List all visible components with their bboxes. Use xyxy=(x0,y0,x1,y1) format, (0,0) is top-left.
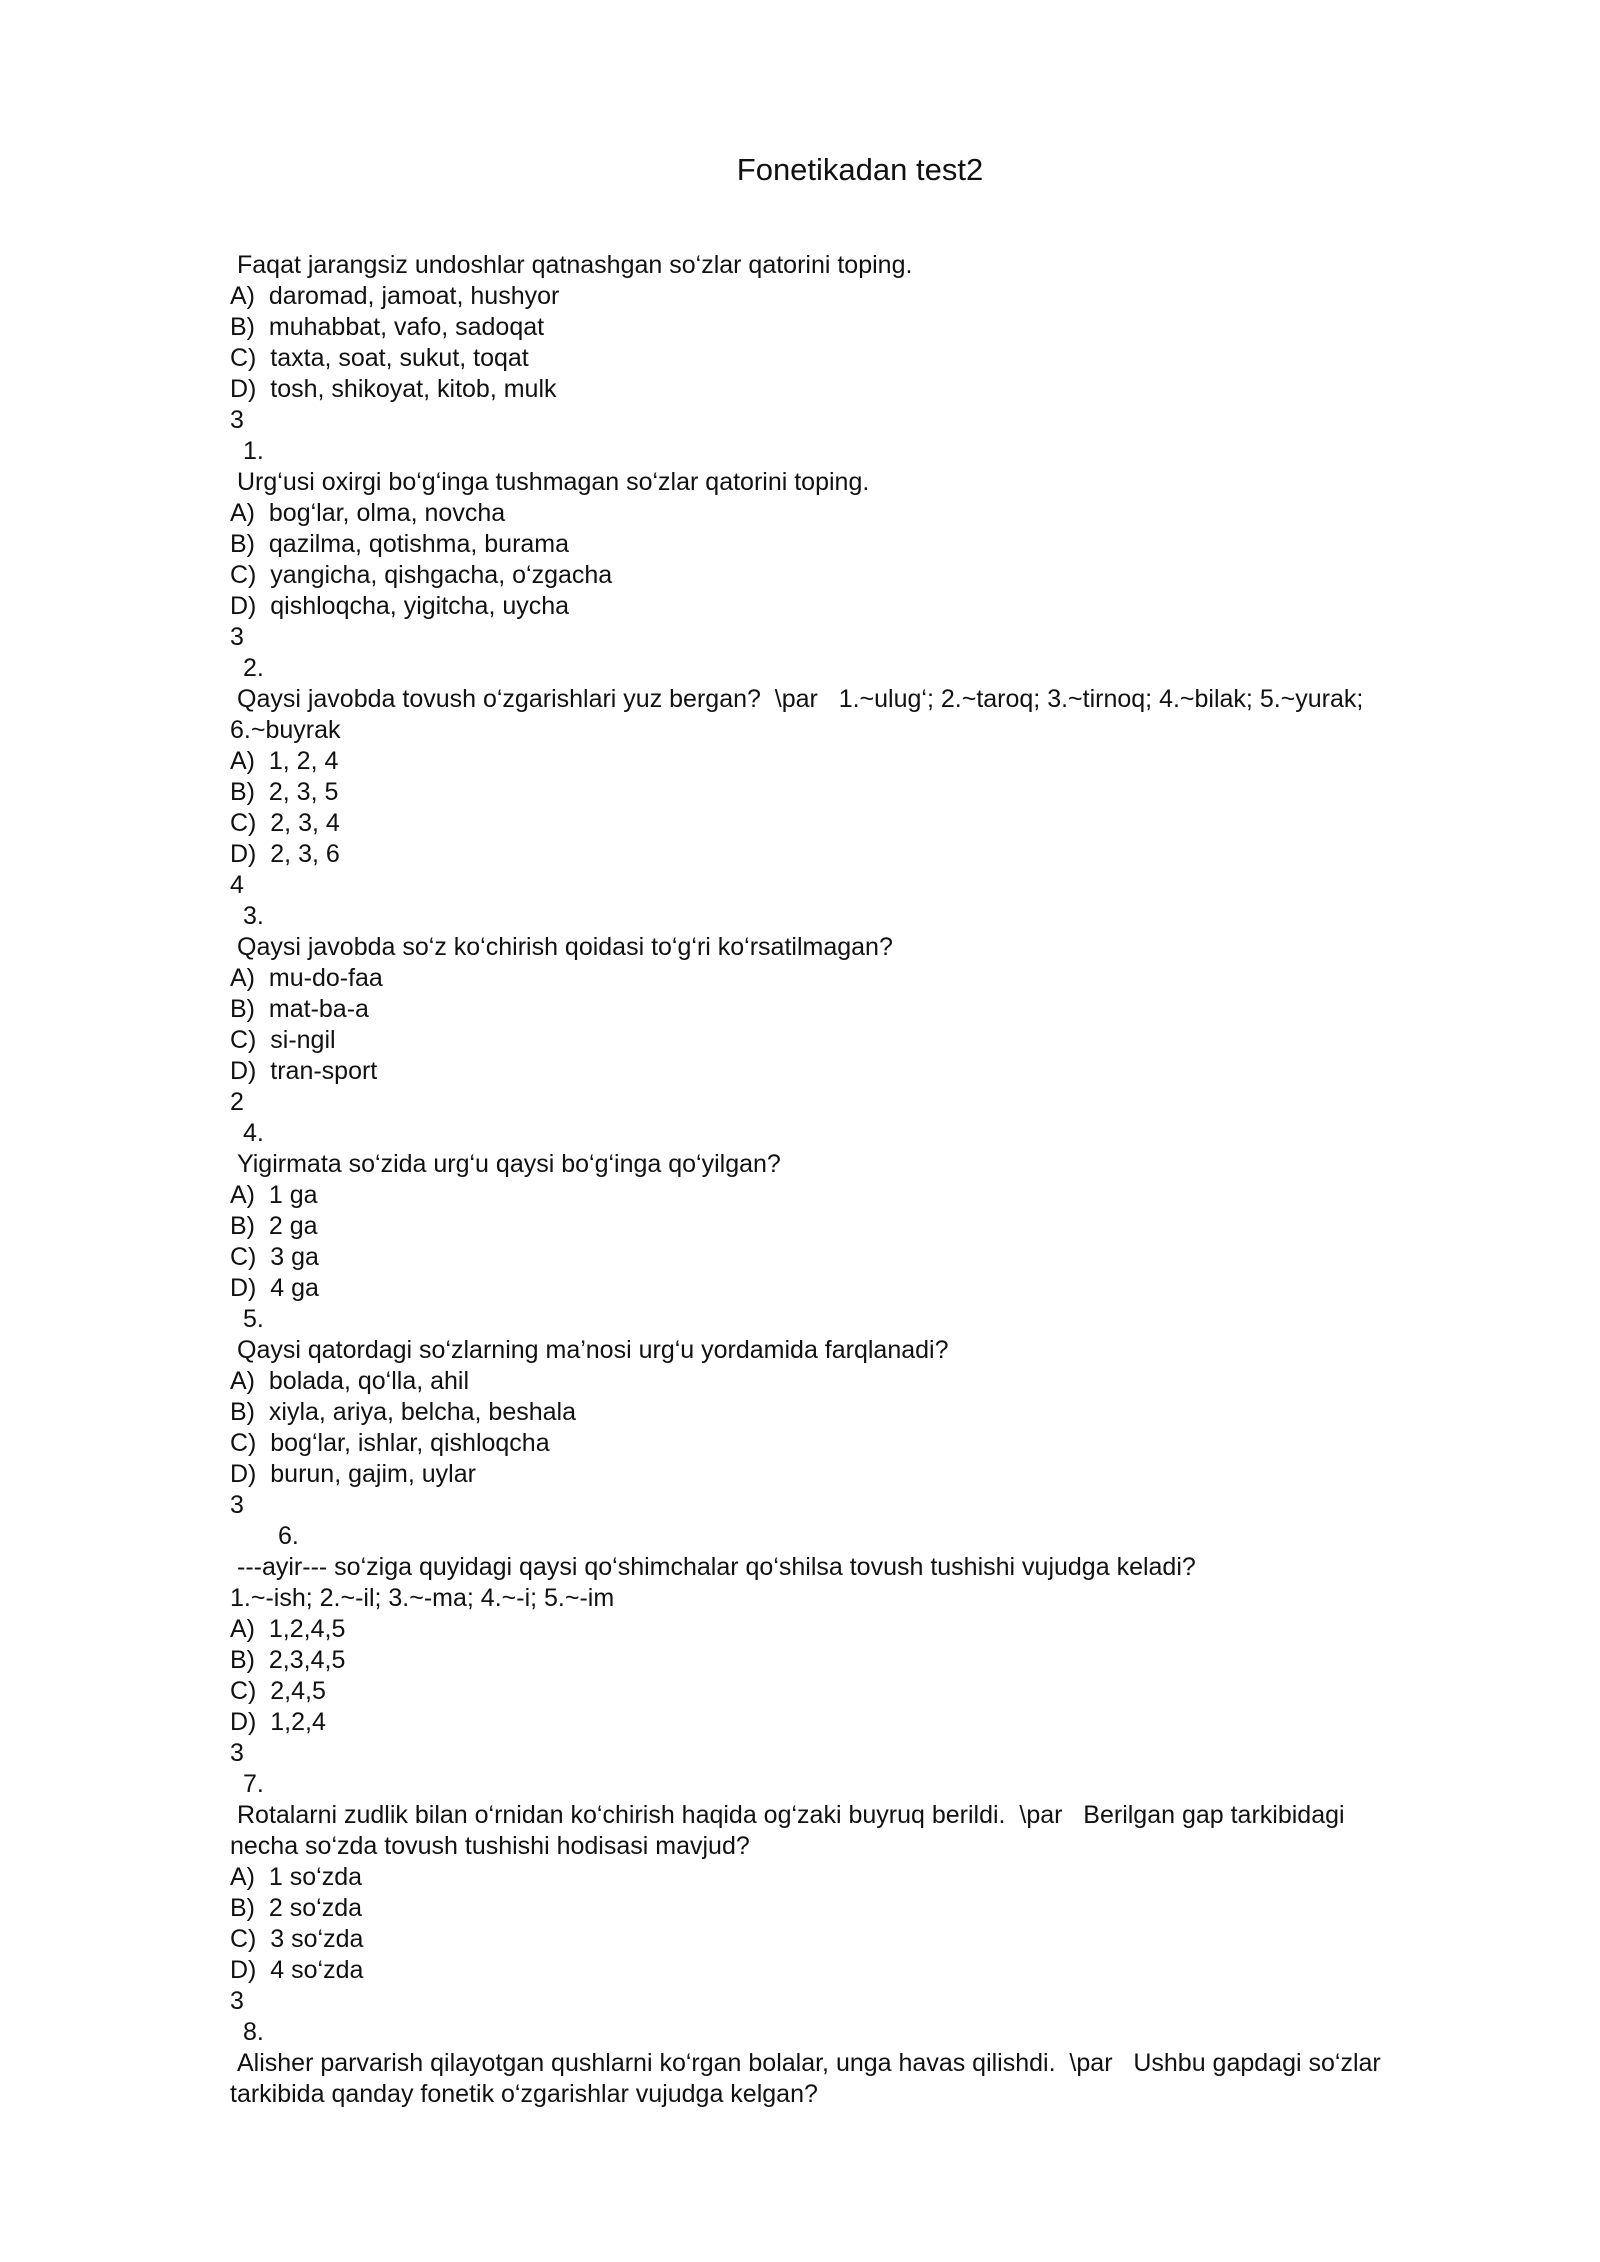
question-number: 1. xyxy=(243,437,264,465)
answer-option: A) 1,2,4,5 xyxy=(230,1615,346,1643)
correct-answer: 3 xyxy=(230,1491,244,1519)
answer-option: B) 2 so‘zda xyxy=(230,1894,363,1922)
answer-option: B) mat-ba-a xyxy=(230,995,369,1023)
answer-option: A) daromad, jamoat, hushyor xyxy=(230,282,560,310)
question-number: 5. xyxy=(243,1305,264,1333)
answer-option: C) si-ngil xyxy=(230,1026,336,1054)
question-number: 3. xyxy=(243,902,264,930)
question-number: 6. xyxy=(278,1522,299,1550)
answer-option: B) qazilma, qotishma, burama xyxy=(230,530,570,558)
answer-option: B) 2,3,4,5 xyxy=(230,1646,346,1674)
question-number: 2. xyxy=(243,654,264,682)
answer-option: C) 2, 3, 4 xyxy=(230,809,340,837)
answer-option: B) xiyla, ariya, belcha, beshala xyxy=(230,1398,577,1426)
correct-answer: 2 xyxy=(230,1088,244,1116)
question-text: Yigirmata so‘zida urg‘u qaysi bo‘g‘inga qo‘yilgan? xyxy=(237,1150,781,1178)
question-text: Qaysi javobda so‘z ko‘chirish qoidasi to‘g‘ri ko‘rsatilmagan? xyxy=(237,933,893,961)
answer-option: A) mu-do-faa xyxy=(230,964,383,992)
correct-answer: 3 xyxy=(230,1987,244,2015)
answer-option: A) 1 ga xyxy=(230,1181,318,1209)
answer-option: B) 2 ga xyxy=(230,1212,318,1240)
answer-option: D) 2, 3, 6 xyxy=(230,840,340,868)
question-text: Alisher parvarish qilayotgan qushlarni ko‘rgan bolalar, unga havas qilishdi. \par Ushbu gapdagi so‘zlar xyxy=(237,2049,1381,2077)
question-text: Qaysi qatordagi so‘zlarning ma’nosi urg‘u yordamida farqlanadi? xyxy=(237,1336,949,1364)
answer-option: D) 4 ga xyxy=(230,1274,319,1302)
answer-option: D) 1,2,4 xyxy=(230,1708,326,1736)
correct-answer: 3 xyxy=(230,1739,244,1767)
answer-option: A) 1 so‘zda xyxy=(230,1863,363,1891)
answer-option: B) 2, 3, 5 xyxy=(230,778,339,806)
question-text-continuation: 1.~-ish; 2.~-il; 3.~-ma; 4.~-i; 5.~-im xyxy=(230,1584,615,1612)
question-text-continuation: tarkibida qanday fonetik o‘zgarishlar vujudga kelgan? xyxy=(230,2080,818,2108)
answer-option: D) tran-sport xyxy=(230,1057,378,1085)
answer-option: D) qishloqcha, yigitcha, uycha xyxy=(230,592,570,620)
question-number: 4. xyxy=(243,1119,264,1147)
question-number: 8. xyxy=(243,2018,264,2046)
answer-option: C) yangicha, qishgacha, o‘zgacha xyxy=(230,561,613,589)
answer-option: C) 3 so‘zda xyxy=(230,1925,364,1953)
question-text: Faqat jarangsiz undoshlar qatnashgan so‘zlar qatorini toping. xyxy=(237,251,913,279)
correct-answer: 3 xyxy=(230,623,244,651)
question-text: Qaysi javobda tovush o‘zgarishlari yuz bergan? \par 1.~ulug‘; 2.~taroq; 3.~tirnoq; 4.~bilak; 5.~yurak; xyxy=(237,685,1364,713)
test-content xyxy=(230,250,1490,2110)
answer-option: A) bolada, qo‘lla, ahil xyxy=(230,1367,470,1395)
question-number: 7. xyxy=(243,1770,264,1798)
answer-option: C) bog‘lar, ishlar, qishloqcha xyxy=(230,1429,550,1457)
answer-option: C) 2,4,5 xyxy=(230,1677,326,1705)
answer-option: C) taxta, soat, sukut, toqat xyxy=(230,344,529,372)
question-text: Urg‘usi oxirgi bo‘g‘inga tushmagan so‘zlar qatorini toping. xyxy=(237,468,870,496)
question-text: Rotalarni zudlik bilan o‘rnidan ko‘chirish haqida og‘zaki buyruq berildi. \par Berilgan gap tarkibidagi xyxy=(237,1801,1345,1829)
answer-option: C) 3 ga xyxy=(230,1243,319,1271)
answer-option: A) 1, 2, 4 xyxy=(230,747,339,775)
answer-option: B) muhabbat, vafo, sadoqat xyxy=(230,313,545,341)
answer-option: D) tosh, shikoyat, kitob, mulk xyxy=(230,375,557,403)
answer-option: A) bog‘lar, olma, novcha xyxy=(230,499,506,527)
question-text-continuation: necha so‘zda tovush tushishi hodisasi mavjud? xyxy=(230,1832,750,1860)
answer-option: D) 4 so‘zda xyxy=(230,1956,364,1984)
document-title: Fonetikadan test2 xyxy=(736,152,984,187)
question-text: ---ayir--- so‘ziga quyidagi qaysi qo‘shimchalar qo‘shilsa tovush tushishi vujudga keladi? xyxy=(237,1553,1196,1581)
correct-answer: 3 xyxy=(230,406,244,434)
answer-option: D) burun, gajim, uylar xyxy=(230,1460,476,1488)
correct-answer: 4 xyxy=(230,871,244,899)
question-text-continuation: 6.~buyrak xyxy=(230,716,341,744)
